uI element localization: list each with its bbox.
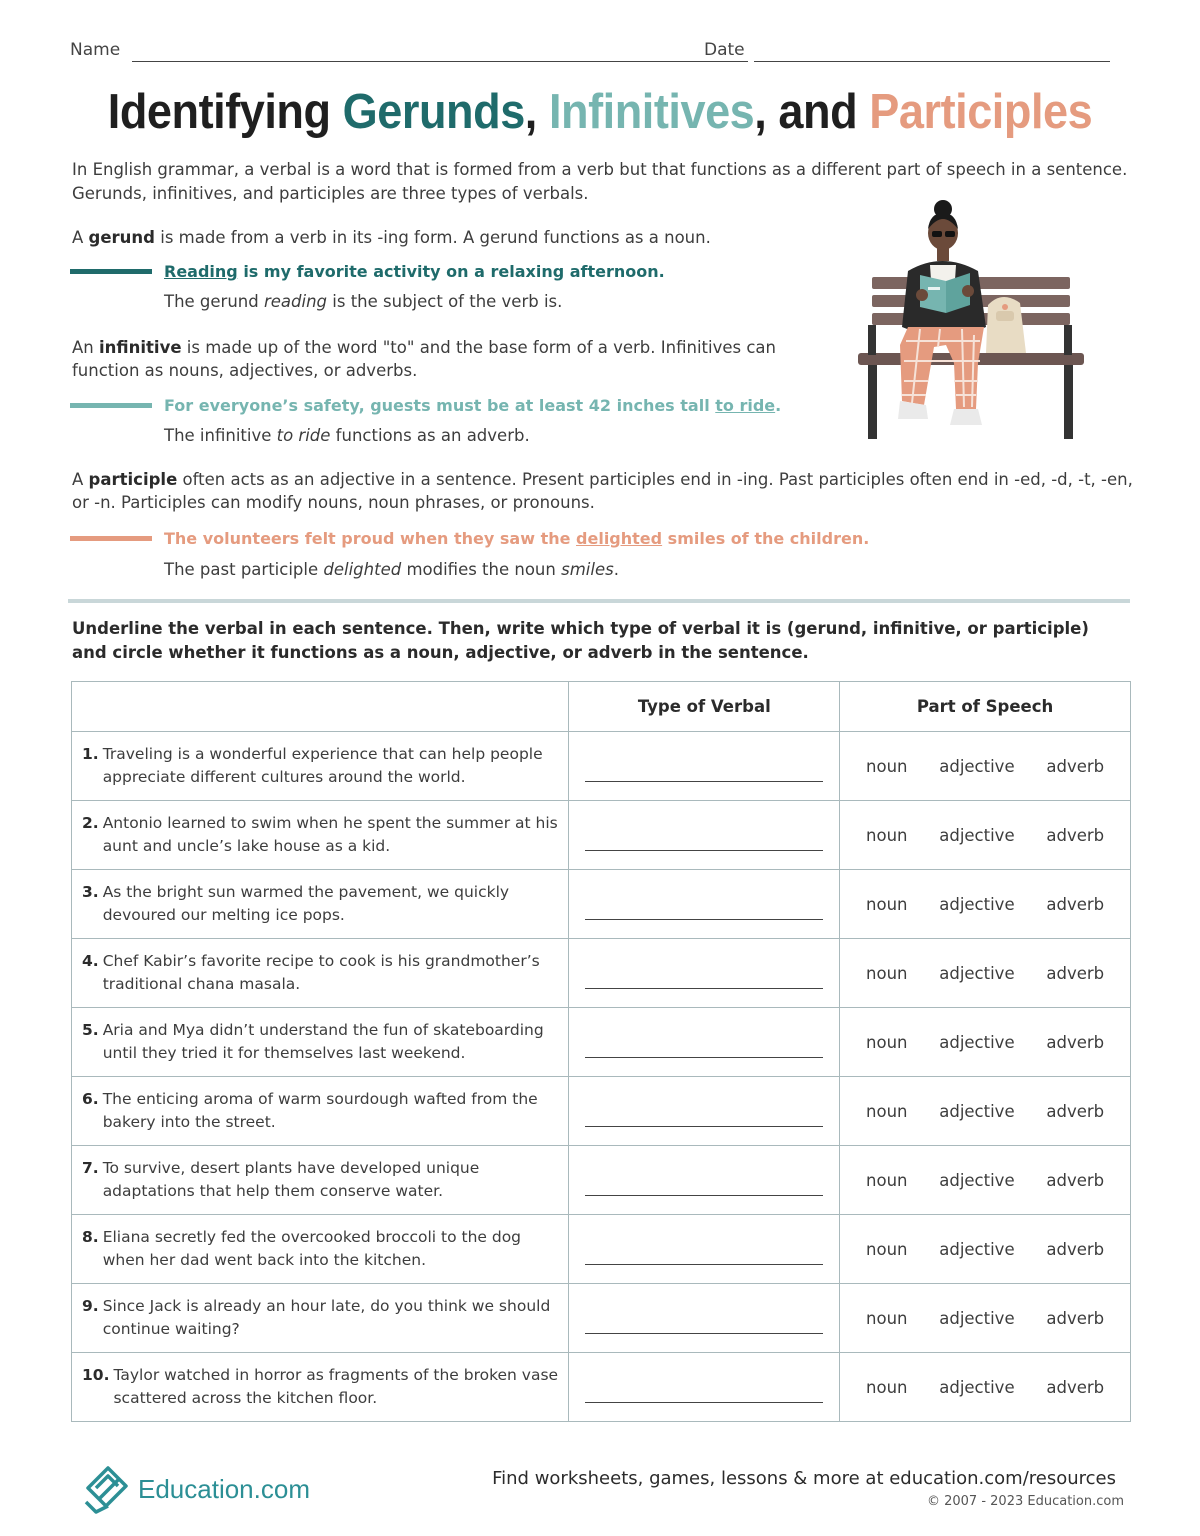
- gerund-note-word: reading: [263, 292, 328, 311]
- header-type-of-verbal: Type of Verbal: [569, 682, 840, 732]
- part-of-speech-options: [840, 1171, 1130, 1190]
- question-cell: [72, 1353, 569, 1422]
- verbal-type-cell: [569, 801, 840, 870]
- question-text: The enticing aroma of warm sourdough wafted from the bakery into the street.: [102, 1090, 538, 1131]
- option-adjective[interactable]: adjective: [939, 1239, 1015, 1259]
- name-field-line[interactable]: [132, 61, 748, 62]
- question-text: Eliana secretly fed the overcooked broccoli to the dog when her dad went back into the kitchen.: [102, 1228, 522, 1269]
- verbal-type-answer-line[interactable]: [585, 1057, 823, 1058]
- question-text: Antonio learned to swim when he spent the summer at his aunt and uncle’s lake house as a kid.: [102, 814, 558, 855]
- part-of-speech-options: [840, 1309, 1130, 1328]
- verbal-type-answer-line[interactable]: [585, 919, 823, 920]
- option-adjective[interactable]: adjective: [939, 894, 1015, 914]
- part-of-speech-cell: [840, 939, 1131, 1008]
- infinitive-example-pre: For everyone’s safety, guests must be at least 42 inches tall: [164, 396, 716, 415]
- option-adjective[interactable]: adjective: [939, 1101, 1015, 1121]
- question-content: [82, 812, 560, 858]
- infinitive-def-pre: An: [72, 338, 99, 357]
- table-row: [72, 732, 1131, 801]
- question-content: [82, 1088, 560, 1134]
- question-text: Traveling is a wonderful experience that can help people appreciate different cultures around the world.: [102, 745, 543, 786]
- question-cell: [72, 1215, 569, 1284]
- part-of-speech-options: [840, 757, 1130, 776]
- verbal-type-cell: [569, 939, 840, 1008]
- part-of-speech-cell: [840, 1146, 1131, 1215]
- gerund-note-post: is the subject of the verb is.: [327, 292, 563, 311]
- question-number: 9.: [82, 1297, 99, 1315]
- footer-tagline: Find worksheets, games, lessons & more at education.com/resources: [492, 1468, 1116, 1489]
- question-number: 6.: [82, 1090, 99, 1108]
- logo-icon: [82, 1458, 134, 1514]
- infinitive-note-pre: The infinitive: [164, 426, 277, 445]
- gerund-def-post: is made from a verb in its -ing form. A gerund functions as a noun.: [155, 228, 711, 247]
- title-lead: Identifying: [107, 85, 343, 139]
- question-cell: [72, 1077, 569, 1146]
- option-noun[interactable]: noun: [866, 825, 908, 845]
- infinitive-note-post: functions as an adverb.: [330, 426, 530, 445]
- participle-example: [164, 529, 869, 548]
- part-of-speech-options: [840, 826, 1130, 845]
- question-cell: [72, 1284, 569, 1353]
- part-of-speech-cell: [840, 1077, 1131, 1146]
- option-noun[interactable]: noun: [866, 1101, 908, 1121]
- table-row: [72, 939, 1131, 1008]
- question-number: 10.: [82, 1366, 110, 1384]
- part-of-speech-options: [840, 1240, 1130, 1259]
- verbal-type-cell: [569, 1008, 840, 1077]
- option-noun[interactable]: noun: [866, 756, 908, 776]
- header-part-of-speech: Part of Speech: [840, 682, 1131, 732]
- exercise-table: [71, 681, 1131, 1422]
- instructions: Underline the verbal in each sentence. Then, write which type of verbal it is (gerund, infinitive, or participle) and circle whether it functions as a noun, adjective, or adverb in the sentence.: [72, 619, 1089, 662]
- title-gerunds: Gerunds: [342, 85, 525, 139]
- question-text: As the bright sun warmed the pavement, we quickly devoured our melting ice pops.: [102, 883, 510, 924]
- option-noun[interactable]: noun: [866, 1377, 908, 1397]
- part-of-speech-cell: [840, 801, 1131, 870]
- question-cell: [72, 939, 569, 1008]
- question-number: 1.: [82, 745, 99, 763]
- infinitive-note: [164, 426, 530, 445]
- verbal-type-cell: [569, 870, 840, 939]
- option-adverb[interactable]: adverb: [1046, 1101, 1105, 1121]
- gerund-definition: [72, 226, 832, 249]
- verbal-type-answer-line[interactable]: [585, 1402, 823, 1403]
- table-header-row: [72, 682, 1131, 732]
- question-number: 2.: [82, 814, 99, 832]
- verbal-type-answer-line[interactable]: [585, 1126, 823, 1127]
- option-noun[interactable]: noun: [866, 1239, 908, 1259]
- question-content: [82, 1019, 560, 1065]
- footer-copyright: © 2007 - 2023 Education.com: [926, 1494, 1124, 1509]
- reading-on-bench-illustration: [850, 195, 1090, 455]
- option-adverb[interactable]: adverb: [1046, 1308, 1105, 1328]
- participle-note-word2: smiles: [561, 560, 614, 579]
- option-noun[interactable]: noun: [866, 1308, 908, 1328]
- table-row: [72, 1146, 1131, 1215]
- verbal-type-cell: [569, 1077, 840, 1146]
- question-text: Taylor watched in horror as fragments of the broken vase scattered across the kitchen floor.: [113, 1366, 559, 1407]
- question-cell: [72, 732, 569, 801]
- title-participles: Participles: [869, 85, 1093, 139]
- verbal-type-cell: [569, 1353, 840, 1422]
- option-noun[interactable]: noun: [866, 1170, 908, 1190]
- table-row: [72, 1215, 1131, 1284]
- option-adverb[interactable]: adverb: [1046, 756, 1105, 776]
- gerund-note-pre: The gerund: [164, 292, 264, 311]
- participle-example-verbal: delighted: [576, 529, 663, 548]
- option-adjective[interactable]: adjective: [939, 825, 1015, 845]
- question-number: 8.: [82, 1228, 99, 1246]
- option-adverb[interactable]: adverb: [1046, 1239, 1105, 1259]
- infinitive-def-post: is made up of the word "to" and the base form of a verb. Infinitives can function as nouns, adjectives, or adverbs.: [72, 338, 776, 380]
- gerund-note: [164, 292, 562, 311]
- question-text: Chef Kabir’s favorite recipe to cook is his grandmother’s traditional chana masala.: [102, 952, 540, 993]
- question-content: [82, 1157, 560, 1203]
- option-adverb[interactable]: adverb: [1046, 894, 1105, 914]
- verbal-type-cell: [569, 1146, 840, 1215]
- verbal-type-answer-line[interactable]: [585, 988, 823, 989]
- part-of-speech-cell: [840, 732, 1131, 801]
- infinitive-example-verbal: to ride: [715, 396, 776, 415]
- question-text: To survive, desert plants have developed unique adaptations that help them conserve water.: [102, 1159, 480, 1200]
- table-row: [72, 1077, 1131, 1146]
- option-adverb[interactable]: adverb: [1046, 1377, 1105, 1397]
- date-field-line[interactable]: [754, 61, 1110, 62]
- question-cell: [72, 1146, 569, 1215]
- question-cell: [72, 870, 569, 939]
- verbal-type-answer-line[interactable]: [585, 850, 823, 851]
- title-sep2: , and: [754, 85, 870, 139]
- question-number: 4.: [82, 952, 99, 970]
- part-of-speech-options: [840, 964, 1130, 983]
- part-of-speech-options: [840, 1378, 1130, 1397]
- part-of-speech-cell: [840, 1353, 1131, 1422]
- verbal-type-cell: [569, 1284, 840, 1353]
- infinitive-example-post: .: [775, 396, 782, 415]
- participle-def-post: often acts as an adjective in a sentence. Present participles end in -ing. Past participles often end in -ed, -d, -t, -en, or -n. Participles can modify nouns, noun phrases, or pronouns.: [72, 470, 1133, 512]
- verbal-type-cell: [569, 732, 840, 801]
- table-row: [72, 1284, 1131, 1353]
- verbal-type-answer-line[interactable]: [585, 1333, 823, 1334]
- verbal-type-answer-line[interactable]: [585, 781, 823, 782]
- gerund-color-bar: [70, 269, 152, 274]
- option-adjective[interactable]: adjective: [939, 756, 1015, 776]
- section-divider: [68, 599, 1130, 603]
- name-label: Name: [70, 40, 121, 60]
- part-of-speech-cell: [840, 1215, 1131, 1284]
- question-number: 5.: [82, 1021, 99, 1039]
- question-number: 3.: [82, 883, 99, 901]
- question-cell: [72, 1008, 569, 1077]
- verbal-type-answer-line[interactable]: [585, 1264, 823, 1265]
- option-noun[interactable]: noun: [866, 894, 908, 914]
- question-content: [82, 950, 560, 996]
- participle-note: [164, 560, 619, 579]
- verbal-type-cell: [569, 1215, 840, 1284]
- question-text: Since Jack is already an hour late, do you think we should continue waiting?: [102, 1297, 551, 1338]
- title-sep1: ,: [524, 85, 549, 139]
- gerund-def-pre: A: [72, 228, 89, 247]
- infinitive-note-word: to ride: [276, 426, 331, 445]
- option-noun[interactable]: noun: [866, 963, 908, 983]
- question-content: [82, 743, 560, 789]
- part-of-speech-options: [840, 1033, 1130, 1052]
- table-row: [72, 870, 1131, 939]
- option-adjective[interactable]: adjective: [939, 1377, 1015, 1397]
- option-adjective[interactable]: adjective: [939, 1308, 1015, 1328]
- participle-example-pre: The volunteers felt proud when they saw the: [164, 529, 577, 548]
- education-com-logo[interactable]: [82, 1456, 322, 1516]
- question-text: Aria and Mya didn’t understand the fun of skateboarding until they tried it for themselves last weekend.: [102, 1021, 544, 1062]
- table-row: [72, 1353, 1131, 1422]
- name-date-row: [70, 40, 1110, 66]
- option-adverb[interactable]: adverb: [1046, 1032, 1105, 1052]
- option-adverb[interactable]: adverb: [1046, 963, 1105, 983]
- header-sentence-column: [72, 682, 569, 732]
- question-content: [82, 1364, 560, 1410]
- question-content: [82, 881, 560, 927]
- question-number: 7.: [82, 1159, 99, 1177]
- option-adjective[interactable]: adjective: [939, 1170, 1015, 1190]
- worksheet-title: [48, 84, 1152, 140]
- option-adjective[interactable]: adjective: [939, 963, 1015, 983]
- date-label: Date: [704, 40, 745, 60]
- question-content: [82, 1226, 560, 1272]
- participle-note-pre: The past participle: [164, 560, 324, 579]
- part-of-speech-options: [840, 1102, 1130, 1121]
- participle-definition: [72, 468, 1134, 514]
- infinitive-example: [164, 396, 781, 415]
- infinitive-color-bar: [70, 403, 152, 408]
- verbal-type-answer-line[interactable]: [585, 1195, 823, 1196]
- gerund-term: gerund: [88, 228, 155, 247]
- participle-color-bar: [70, 536, 152, 541]
- part-of-speech-cell: [840, 1284, 1131, 1353]
- table-row: [72, 1008, 1131, 1077]
- infinitive-term: infinitive: [99, 338, 182, 357]
- option-noun[interactable]: noun: [866, 1032, 908, 1052]
- option-adverb[interactable]: adverb: [1046, 825, 1105, 845]
- logo-text: Education.com: [138, 1474, 310, 1504]
- intro-paragraph: In English grammar, a verbal is a word that is formed from a verb but that functions as a different part of speech in a sentence. Gerunds, infinitives, and participles are three types of verbals.: [72, 160, 1128, 203]
- exercise-table-body: [72, 732, 1131, 1422]
- participle-term: participle: [88, 470, 178, 489]
- infinitive-definition: [72, 336, 832, 382]
- participle-note-post: .: [613, 560, 619, 579]
- gerund-example: [164, 262, 665, 281]
- part-of-speech-options: [840, 895, 1130, 914]
- gerund-example-rest: is my favorite activity on a relaxing afternoon.: [237, 262, 665, 281]
- question-content: [82, 1295, 560, 1341]
- title-infinitives: Infinitives: [548, 85, 755, 139]
- question-cell: [72, 801, 569, 870]
- participle-note-mid: modifies the noun: [401, 560, 562, 579]
- participle-example-post: smiles of the children.: [662, 529, 870, 548]
- participle-note-word: delighted: [323, 560, 402, 579]
- option-adverb[interactable]: adverb: [1046, 1170, 1105, 1190]
- gerund-example-verbal: Reading: [164, 262, 238, 281]
- part-of-speech-cell: [840, 1008, 1131, 1077]
- option-adjective[interactable]: adjective: [939, 1032, 1015, 1052]
- part-of-speech-cell: [840, 870, 1131, 939]
- table-row: [72, 801, 1131, 870]
- participle-def-pre: A: [72, 470, 89, 489]
